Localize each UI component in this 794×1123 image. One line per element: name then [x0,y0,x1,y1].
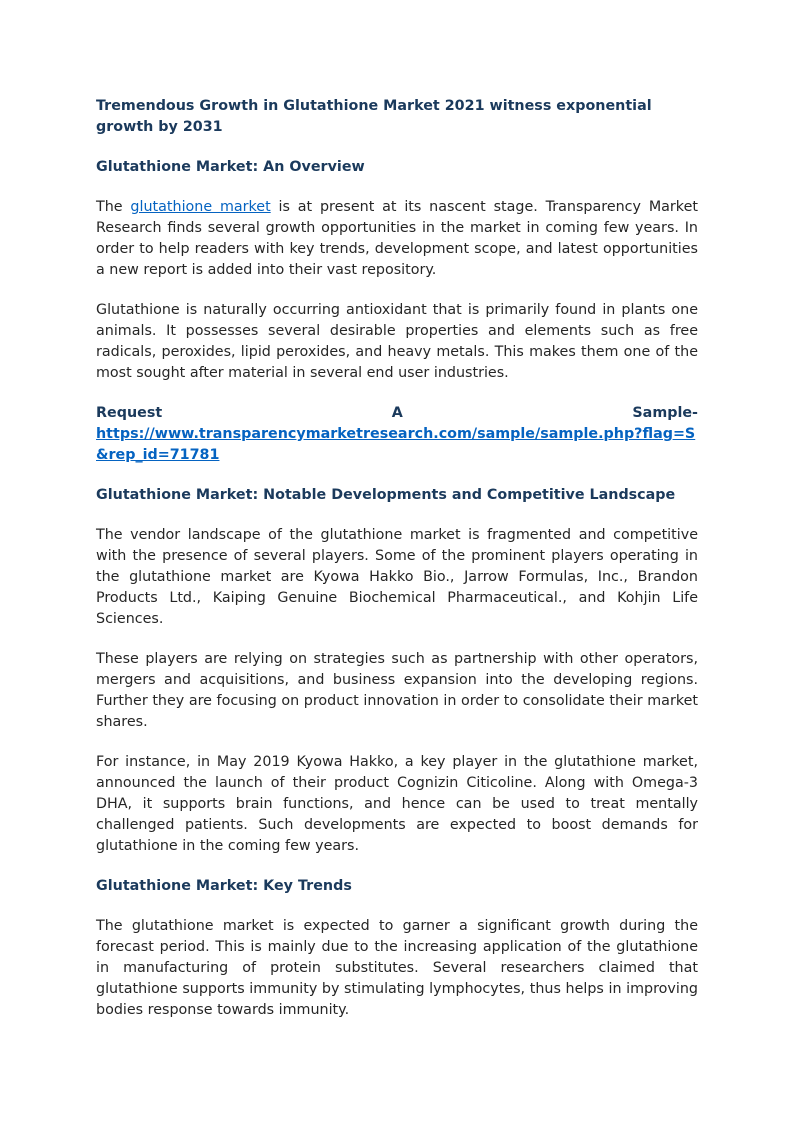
request-sample-line [96,403,698,424]
overview-paragraph-1 [96,197,698,281]
document-title: Tremendous Growth in Glutathione Market 2021 witness exponential growth by 2031 [96,98,652,135]
overview-p1-suffix: is at present at its nascent stage. Transparency Market Research finds several growth opportunities in the market in coming few years. In order to help readers with key trends, development scope, and latest opportunities a new report is added into their vast repository. [96,199,698,278]
developments-heading: Glutathione Market: Notable Developments and Competitive Landscape [96,487,676,503]
overview-heading: Glutathione Market: An Overview [96,159,365,175]
developments-paragraph-3: For instance, in May 2019 Kyowa Hakko, a key player in the glutathione market, announced the launch of their product Cognizin Citicoline. Along with Omega-3 DHA, it supports brain functions, and hence can be used to treat mentally challenged patients. Such developments are expected to boost demands for glutathione in the coming few years. [96,754,698,854]
overview-p1-prefix: The [96,199,131,215]
document-page [96,96,698,1040]
request-sample-word: Sample- [632,405,698,421]
request-a-word: A [391,405,403,421]
glutathione-market-link[interactable]: glutathione market [130,199,271,215]
sample-request-link[interactable]: https://www.transparencymarketresearch.com/sample/sample.php?flag=S&rep_id=71781 [96,426,696,463]
developments-paragraph-1: The vendor landscape of the glutathione market is fragmented and competitive with the presence of several players. Some of the prominent players operating in the glutathione market are Kyowa Hakko Bio., Jarrow Formulas, Inc., Brandon Products Ltd., Kaiping Genuine Biochemical Pharmaceutical., and Kohjin Life Sciences. [96,527,698,627]
overview-paragraph-2: Glutathione is naturally occurring antioxidant that is primarily found in plants one animals. It possesses several desirable properties and elements such as free radicals, peroxides, lipid peroxides, and heavy metals. This makes them one of the most sought after material in several end user industries. [96,302,698,381]
request-word: Request [96,405,163,421]
trends-heading: Glutathione Market: Key Trends [96,878,352,894]
developments-paragraph-2: These players are relying on strategies such as partnership with other operators, mergers and acquisitions, and business expansion into the developing regions. Further they are focusing on product innovation in order to consolidate their market shares. [96,651,698,730]
trends-paragraph-1: The glutathione market is expected to garner a significant growth during the forecast period. This is mainly due to the increasing application of the glutathione in manufacturing of protein substitutes. Several researchers claimed that glutathione supports immunity by stimulating lymphocytes, thus helps in improving bodies response towards immunity. [96,918,698,1018]
